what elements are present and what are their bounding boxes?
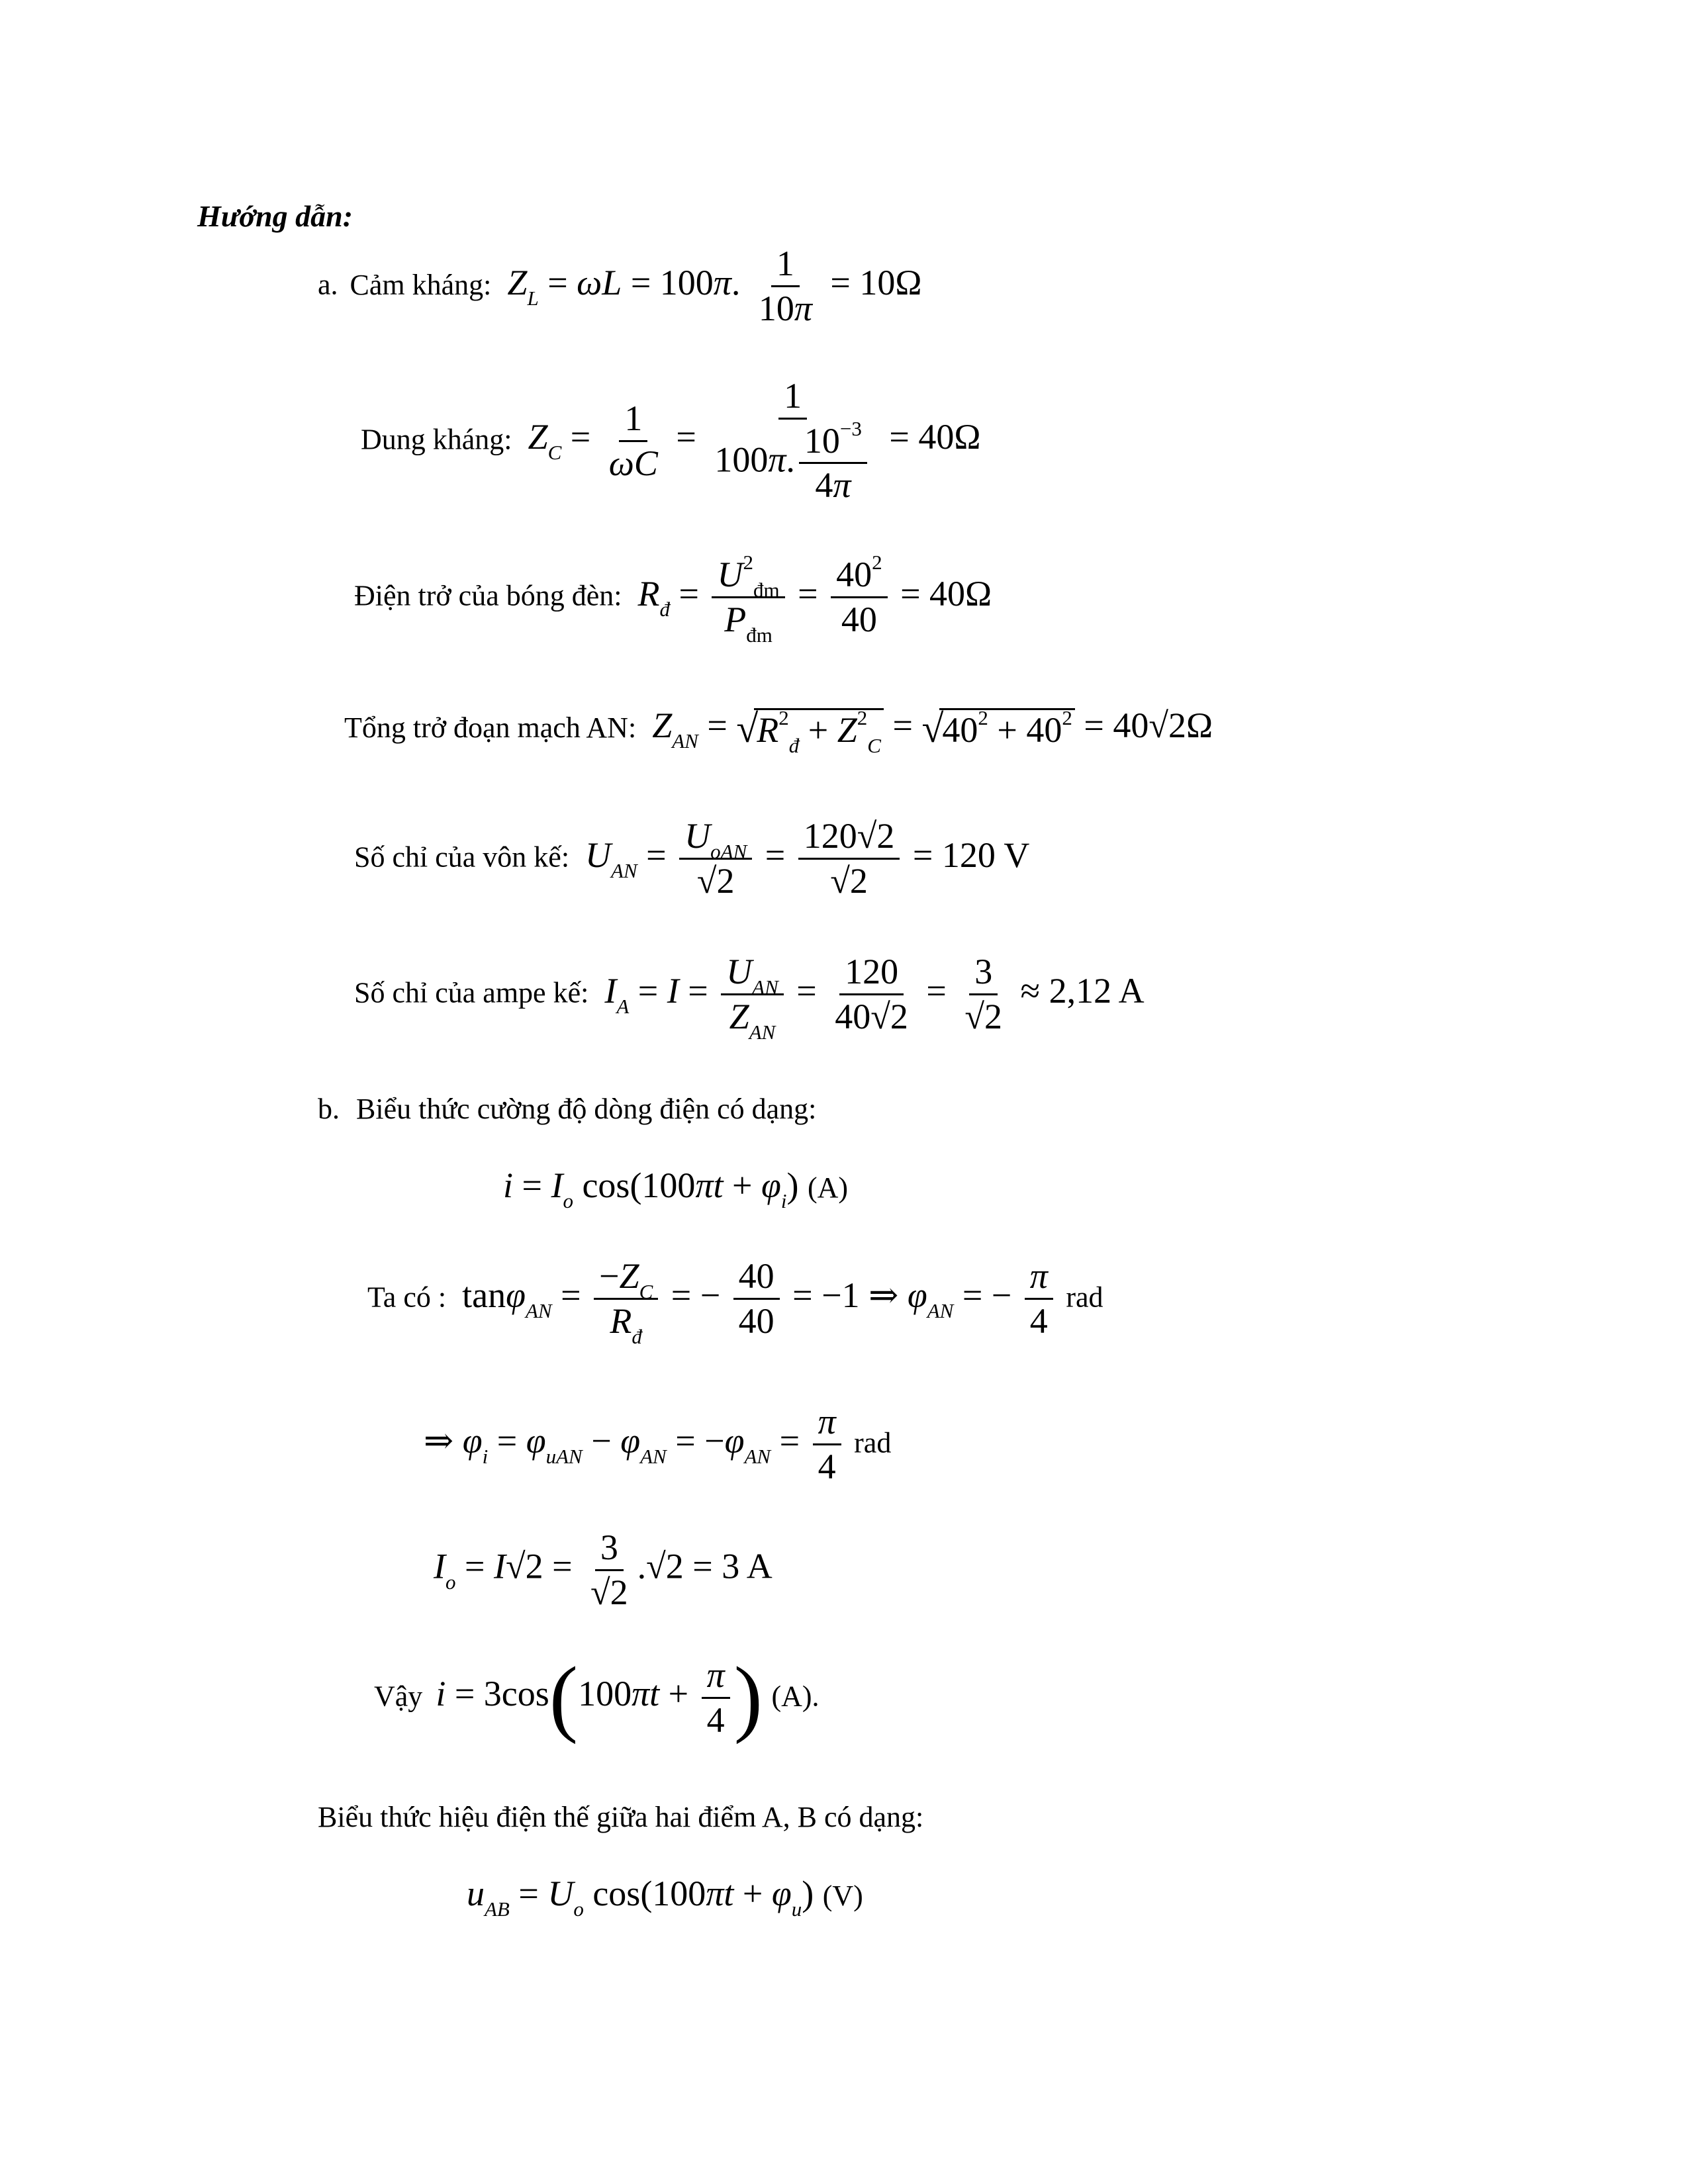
zc-value: 40Ω	[918, 417, 981, 457]
tan-line	[367, 1256, 1103, 1348]
vay-label: Vậy	[374, 1680, 423, 1713]
result-line	[374, 1650, 820, 1745]
io-value: 3 A	[722, 1546, 773, 1586]
zc-label: Dung kháng:	[361, 423, 512, 456]
rd-formula: $R_đ$ = $\frac{U^2_{đm}}{P_{đm}}$ = $\frac{40^2}{40}$ = 40Ω	[637, 551, 992, 647]
part-b-intro-line	[318, 1092, 816, 1126]
rd-label: Điện trở của bóng đèn:	[354, 579, 622, 612]
zl-value: 10Ω	[859, 262, 922, 302]
part-b-intro: Biểu thức cường độ dòng điện có dạng:	[356, 1093, 817, 1125]
zl-formula: $Z_L = \omega L = 100\pi$. $\frac{1}{10\pi}$ = 10Ω	[507, 244, 922, 328]
ia-line	[354, 952, 1145, 1044]
io-formula: $I_o = I√2$ = $\frac{3}{√2}$ .√2 = 3 A	[434, 1527, 773, 1612]
uab-intro: Biểu thức hiệu điện thế giữa hai điểm A, B có dạng:	[318, 1801, 924, 1833]
zan-line	[344, 705, 1213, 758]
uan-line	[354, 817, 1029, 899]
tan-formula: tanφ$_{AN}$ = $\frac{-Z_C}{R_đ}$ = − $\frac{40}{40}$ = −1 ⇒ $\varphi_{AN}$ = − $\frac{\pi}{4}$	[462, 1275, 1066, 1315]
heading: Hướng dẫn:	[197, 199, 353, 233]
zl-label: Cảm kháng:	[350, 268, 492, 301]
rad-unit-2: rad	[854, 1426, 892, 1459]
current-general-formula: $i = I_o$ $\cos(100\pi t + \varphi_i)$ (A)	[503, 1165, 849, 1212]
part-b-label: b.	[318, 1093, 340, 1125]
uab-formula: $u_{AB} = U_o$ $\cos(100\pi t + \varphi_u)$ (V)	[467, 1874, 863, 1921]
rad-unit-1: rad	[1066, 1281, 1103, 1314]
part-a-label: a.	[318, 268, 338, 301]
rd-line	[354, 551, 992, 647]
uan-value: 120 V	[941, 835, 1030, 875]
ia-value: ≈ 2,12 A	[1020, 970, 1145, 1011]
zan-formula: $Z_{AN} = √R^2_đ + Z^2_C = √40^2 + 40^2 = 40√2\Omega$	[652, 705, 1213, 758]
zan-value: 40√2Ω	[1113, 705, 1213, 745]
zc-line	[361, 377, 981, 504]
uan-formula: $U_{AN}$ = $\frac{U_{oAN}}{√2}$ = $\frac{120√2}{√2}$ = 120 V	[585, 816, 1030, 901]
zc-formula: $Z_C$ = $\frac{1}{\omega C}$ = 1 100π. $\frac{10^{-3}}{4\pi}$ = 40Ω	[528, 376, 981, 506]
taco-label: Ta có :	[367, 1281, 447, 1314]
ampere-unit-end: (A).	[771, 1680, 820, 1713]
ia-label: Số chỉ của ampe kế:	[354, 976, 589, 1009]
ia-formula: $I_A = I$ = $\frac{U_{AN}}{Z_{AN}}$ = $\frac{120}{40√2}$ = $\frac{3}{√2}$ ≈ 2,12 A	[604, 952, 1145, 1044]
zan-label: Tổng trở đoạn mạch AN:	[344, 711, 637, 744]
phi-i-line	[424, 1403, 891, 1485]
volt-unit: (V)	[822, 1880, 863, 1912]
phi-i-formula: ⇒ $\varphi_i = \varphi_{uAN} - \varphi_{AN} = -\varphi_{AN}$ = $\frac{\pi}{4}$	[424, 1421, 854, 1461]
zl-line	[318, 245, 922, 327]
uan-label: Số chỉ của vôn kế:	[354, 841, 570, 874]
ampere-unit: (A)	[807, 1171, 849, 1204]
result-formula: i = 3cos(100πt + $\frac{\pi}{4}$ )	[436, 1650, 763, 1745]
rd-value: 40Ω	[929, 573, 992, 614]
